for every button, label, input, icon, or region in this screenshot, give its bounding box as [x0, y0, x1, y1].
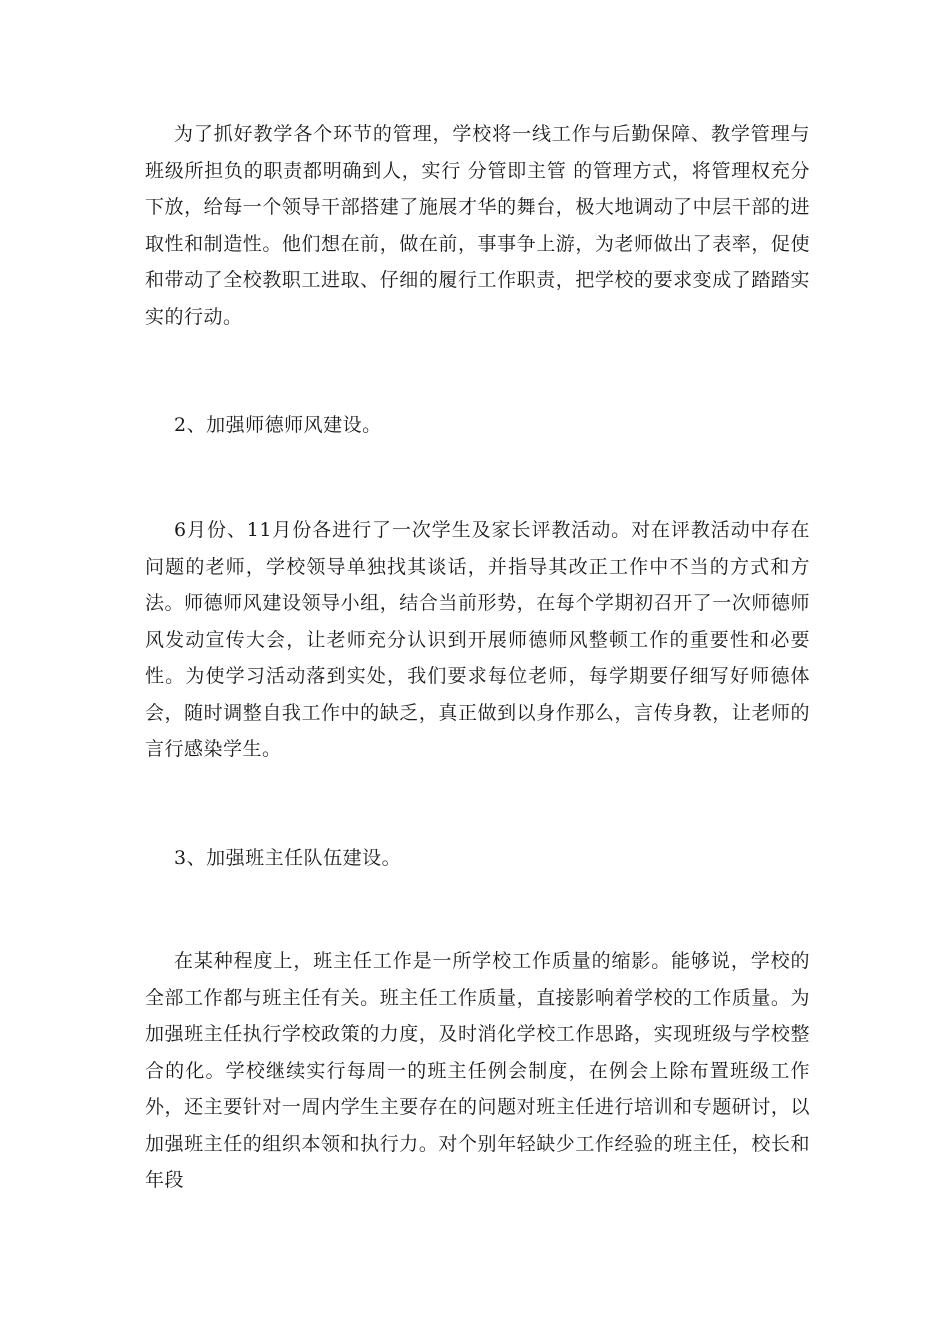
body-paragraph: 为了抓好教学各个环节的管理，学校将一线工作与后勤保障、教学管理与班级所担负的职责都明确到人，实行 分管即主管 的管理方式，将管理权充分下放，给每一个领导干部搭建了施展才华的舞台，极大地调动了中层干部的进取性和制造性。他们想在前，做在前，事事争上游，为老师做出了表率，促使和带动了全校教职工进取、仔细的履行工作职责，把学校的要求变成了踏踏实实的行动。	[145, 123, 810, 328]
section-heading: 3、加强班主任队伍建设。	[174, 847, 402, 869]
body-paragraph: 6月份、11月份各进行了一次学生及家长评教活动。对在评教活动中存在问题的老师，学校领导单独找其谈话，并指导其改正工作中不当的方式和方法。师德师风建设领导小组，结合当前形势，在每个学期初召开了一次师德师风发动宣传大会，让老师充分认识到开展师德师风整顿工作的重要性和必要性。为使学习活动落到实处，我们要求每位老师，每学期要仔细写好师德体会，随时调整自我工作中的缺乏，真正做到以身作那么，言传身教，让老师的言行感染学生。	[145, 519, 810, 760]
body-paragraph: 在某种程度上，班主任工作是一所学校工作质量的缩影。能够说，学校的全部工作都与班主任有关。班主任工作质量，直接影响着学校的工作质量。为加强班主任执行学校政策的力度，及时消化学校工作思路，实现班级与学校整合的化。学校继续实行每周一的班主任例会制度，在例会上除布置班级工作外，还主要针对一周内学生主要存在的问题对班主任进行培训和专题研讨，以加强班主任的组织本领和执行力。对个别年轻缺少工作经验的班主任，校长和年段	[145, 950, 810, 1191]
section-heading: 2、加强师德师风建设。	[174, 414, 382, 436]
